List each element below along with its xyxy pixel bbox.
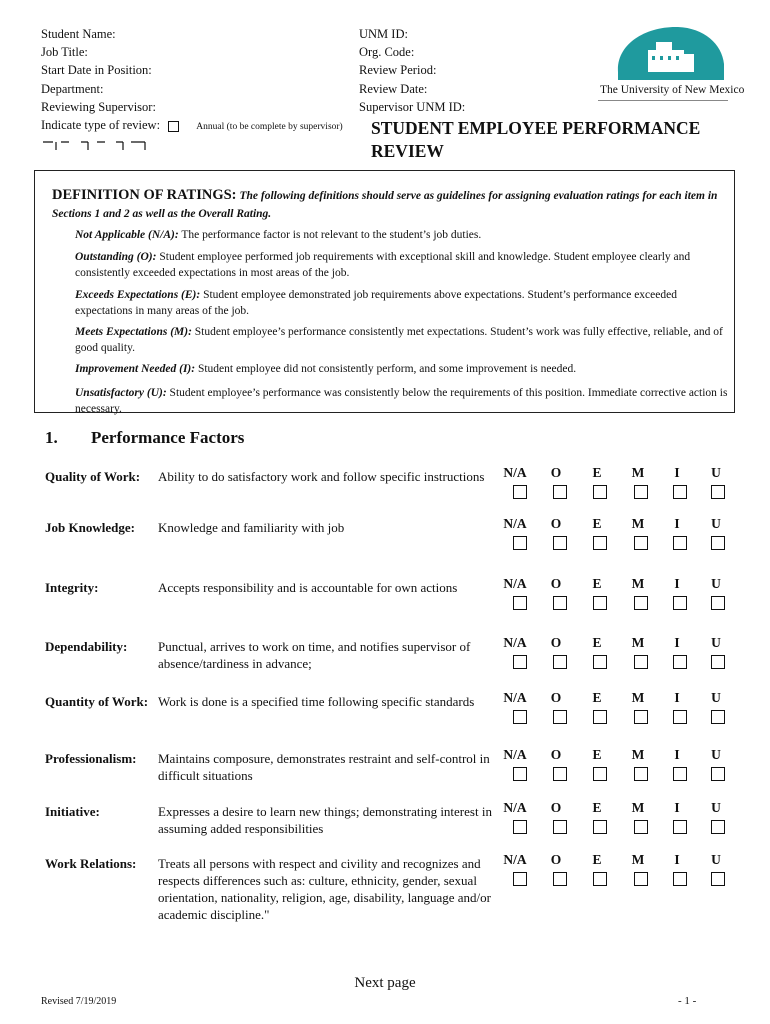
rating-checkbox[interactable]	[553, 536, 567, 550]
rating-checkbox[interactable]	[711, 536, 725, 550]
rating-label: U	[711, 852, 721, 867]
rating-checkbox[interactable]	[711, 872, 725, 886]
rating-label: U	[711, 800, 721, 815]
rating-label: U	[711, 465, 721, 480]
rating-checkbox[interactable]	[634, 710, 648, 724]
rating-checkbox[interactable]	[513, 655, 527, 669]
factor-description: Treats all persons with respect and civility and recognizes and respects differences such as: culture, ethnicity, gender, sexual orientation, nationality, religion, age, disability, language and/or academic discipline."	[158, 856, 491, 922]
rating-checkbox[interactable]	[553, 655, 567, 669]
org-code-label: Org. Code:	[359, 45, 415, 60]
definition-unsatisfactory	[75, 386, 731, 418]
rating-label: M	[631, 800, 645, 815]
form-title-line2: REVIEW	[371, 141, 444, 161]
factor-description: Work is done is a specified time following specific standards	[158, 694, 475, 709]
rating-label: M	[631, 852, 645, 867]
factor-label: Job Knowledge:	[45, 520, 135, 535]
rating-checkbox[interactable]	[593, 536, 607, 550]
rating-label: I	[674, 747, 680, 762]
definition-term: Not Applicable (N/A):	[75, 229, 179, 241]
rating-label: N/A	[503, 635, 527, 650]
rating-checkbox[interactable]	[513, 820, 527, 834]
factor-description: Expresses a desire to learn new things; demonstrating interest in assuming added responsibilities	[158, 804, 492, 836]
rating-checkbox[interactable]	[711, 767, 725, 781]
rating-checkbox[interactable]	[673, 710, 687, 724]
rating-checkbox[interactable]	[634, 872, 648, 886]
rating-checkbox[interactable]	[634, 820, 648, 834]
definitions-title: DEFINITION OF RATINGS:	[52, 187, 237, 203]
rating-checkbox[interactable]	[634, 767, 648, 781]
factor-description: Accepts responsibility and is accountable for own actions	[158, 580, 458, 595]
start-date-label: Start Date in Position:	[41, 63, 152, 78]
rating-label: O	[550, 852, 562, 867]
factor-label: Professionalism:	[45, 751, 137, 766]
rating-label: U	[711, 635, 721, 650]
definitions-heading	[52, 187, 722, 223]
rating-label: M	[631, 465, 645, 480]
department-label: Department:	[41, 81, 104, 96]
rating-checkbox[interactable]	[711, 710, 725, 724]
rating-checkbox[interactable]	[593, 485, 607, 499]
rating-checkbox[interactable]	[553, 767, 567, 781]
rating-label: E	[592, 852, 602, 867]
definition-text: The performance factor is not relevant to the student’s job duties.	[181, 229, 482, 241]
definition-term: Meets Expectations (M):	[75, 326, 192, 338]
rating-label: O	[550, 465, 562, 480]
rating-checkbox[interactable]	[513, 596, 527, 610]
rating-label: I	[674, 800, 680, 815]
rating-checkbox[interactable]	[673, 596, 687, 610]
rating-checkbox[interactable]	[593, 710, 607, 724]
job-title-label: Job Title:	[41, 45, 88, 60]
rating-label: E	[592, 635, 602, 650]
rating-checkbox[interactable]	[673, 872, 687, 886]
definitions-intro: The following definitions should serve as guidelines for assigning evaluation ratings for each item in Sections 1 and 2 as well as the Overall Rating.	[52, 190, 718, 220]
definition-term: Unsatisfactory (U):	[75, 387, 167, 399]
definition-na	[75, 228, 731, 244]
header-right-fields	[359, 25, 465, 116]
rating-label: N/A	[503, 516, 527, 531]
definition-text: Student employee did not consistently perform, and some improvement is needed.	[197, 363, 577, 375]
review-type-row	[41, 116, 343, 134]
rating-label: M	[631, 635, 645, 650]
definition-text: Student employee demonstrated job requirements above expectations. Student’s performance exceeded expectations in many areas of the job.	[75, 289, 677, 317]
rating-label: I	[674, 516, 680, 531]
review-type-dashes	[41, 140, 151, 152]
rating-label: E	[592, 800, 602, 815]
rating-label: M	[631, 690, 645, 705]
rating-label: N/A	[503, 747, 527, 762]
rating-label: N/A	[503, 800, 527, 815]
rating-label: O	[550, 516, 562, 531]
rating-label: N/A	[503, 465, 527, 480]
factor-description: Maintains composure, demonstrates restraint and self-control in difficult situations	[158, 751, 490, 783]
annual-review-checkbox[interactable]	[168, 121, 179, 132]
rating-checkbox[interactable]	[593, 655, 607, 669]
rating-checkbox[interactable]	[513, 872, 527, 886]
rating-label: U	[711, 690, 721, 705]
university-underline	[598, 100, 728, 101]
rating-label: N/A	[503, 576, 527, 591]
rating-checkbox[interactable]	[593, 767, 607, 781]
definition-term: Improvement Needed (I):	[75, 363, 196, 375]
rating-checkbox[interactable]	[553, 485, 567, 499]
rating-label: I	[674, 465, 680, 480]
rating-label: I	[674, 576, 680, 591]
factor-label: Quantity of Work:	[45, 694, 149, 709]
rating-checkbox[interactable]	[513, 767, 527, 781]
rating-label: U	[711, 576, 721, 591]
rating-checkbox[interactable]	[711, 655, 725, 669]
university-name: The University of New Mexico	[600, 84, 745, 96]
rating-label: U	[711, 747, 721, 762]
rating-checkbox[interactable]	[711, 596, 725, 610]
annual-review-option: Annual (to be complete by supervisor)	[196, 121, 343, 132]
rating-checkbox[interactable]	[553, 596, 567, 610]
definition-meets	[75, 325, 731, 357]
definition-term: Outstanding (O):	[75, 251, 157, 263]
review-type-label: Indicate type of review:	[41, 117, 161, 132]
rating-checkbox[interactable]	[673, 485, 687, 499]
rating-label: E	[592, 516, 602, 531]
definition-text: Student employee’s performance was consistently below the requirements of this position. Immediate corrective action is necessary.	[75, 387, 728, 415]
rating-label: O	[550, 635, 562, 650]
rating-label: U	[711, 516, 721, 531]
definition-improvement	[75, 362, 731, 378]
rating-label: E	[592, 576, 602, 591]
next-page-label: Next page	[354, 975, 416, 991]
form-title-line1: STUDENT EMPLOYEE PERFORMANCE	[371, 118, 701, 138]
rating-checkbox[interactable]	[673, 536, 687, 550]
rating-label: I	[674, 690, 680, 705]
form-title	[371, 117, 731, 163]
rating-checkbox[interactable]	[673, 820, 687, 834]
factor-label: Dependability:	[45, 639, 128, 654]
factor-label: Integrity:	[45, 580, 99, 595]
rating-checkbox[interactable]	[673, 767, 687, 781]
factor-label: Quality of Work:	[45, 469, 141, 484]
definition-term: Exceeds Expectations (E):	[75, 289, 201, 301]
factor-description: Punctual, arrives to work on time, and notifies supervisor of absence/tardiness in advance;	[158, 639, 471, 671]
review-period-label: Review Period:	[359, 63, 437, 78]
rating-checkbox[interactable]	[513, 536, 527, 550]
rating-checkbox[interactable]	[513, 485, 527, 499]
rating-checkbox[interactable]	[513, 710, 527, 724]
rating-checkbox[interactable]	[634, 655, 648, 669]
definition-outstanding	[75, 250, 731, 282]
rating-label: O	[550, 690, 562, 705]
rating-checkbox[interactable]	[593, 872, 607, 886]
rating-label: I	[674, 852, 680, 867]
definition-text: Student employee’s performance consistently met expectations. Student’s work was fully effective, reliable, and of good quality.	[75, 326, 723, 354]
rating-label: N/A	[503, 852, 527, 867]
rating-label: O	[550, 747, 562, 762]
rating-checkbox[interactable]	[634, 536, 648, 550]
rating-label: M	[631, 516, 645, 531]
definition-exceeds	[75, 288, 731, 320]
review-date-label: Review Date:	[359, 81, 428, 96]
section-name: Performance Factors	[91, 428, 245, 447]
header-left-fields	[41, 25, 343, 134]
factor-label: Initiative:	[45, 804, 100, 819]
rating-checkbox[interactable]	[673, 655, 687, 669]
page-number: - 1 -	[678, 995, 697, 1007]
rating-checkbox[interactable]	[553, 820, 567, 834]
rating-checkbox[interactable]	[593, 820, 607, 834]
rating-checkbox[interactable]	[711, 485, 725, 499]
factor-description: Knowledge and familiarity with job	[158, 520, 345, 535]
rating-checkbox[interactable]	[634, 485, 648, 499]
rating-label: I	[674, 635, 680, 650]
rating-label: O	[550, 576, 562, 591]
definition-text: Student employee performed job requirements with exceptional skill and knowledge. Student employee clearly and consistently exceeded expectations in most areas of the job.	[75, 251, 691, 279]
student-name-label: Student Name:	[41, 27, 116, 41]
factor-description: Ability to do satisfactory work and follow specific instructions	[158, 469, 485, 484]
rating-checkbox[interactable]	[711, 820, 725, 834]
rating-label: O	[550, 800, 562, 815]
factor-label: Work Relations:	[45, 856, 137, 871]
rating-label: N/A	[503, 690, 527, 705]
reviewing-supervisor-label: Reviewing Supervisor:	[41, 99, 156, 114]
rating-label: E	[592, 465, 602, 480]
rating-checkbox[interactable]	[593, 596, 607, 610]
section-number: 1.	[45, 428, 58, 447]
rating-label: E	[592, 690, 602, 705]
rating-checkbox[interactable]	[553, 710, 567, 724]
rating-checkbox[interactable]	[634, 596, 648, 610]
unm-id-label: UNM ID:	[359, 27, 408, 41]
revised-date: Revised 7/19/2019	[41, 996, 117, 1007]
rating-label: M	[631, 576, 645, 591]
rating-label: M	[631, 747, 645, 762]
rating-label: E	[592, 747, 602, 762]
rating-checkbox[interactable]	[553, 872, 567, 886]
supervisor-unm-id-label: Supervisor UNM ID:	[359, 99, 466, 114]
section-1-title	[45, 428, 244, 448]
